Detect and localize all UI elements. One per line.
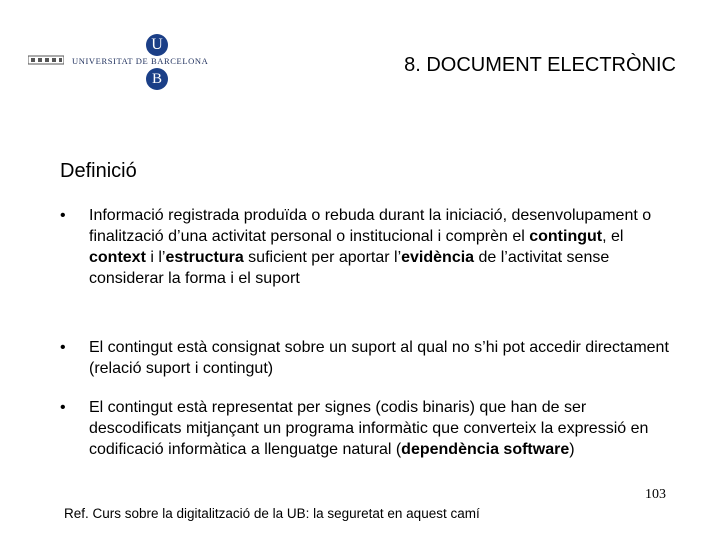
bullet-item-representation — [60, 397, 670, 460]
logo-emblem-icon — [28, 54, 64, 66]
bullet-item-support — [60, 337, 670, 379]
emphasis-context: context — [89, 249, 146, 266]
emphasis-contingut: contingut — [529, 228, 603, 245]
bullet-item-definition — [60, 205, 670, 289]
emphasis-evidencia: evidència — [401, 249, 475, 266]
slide-title: 8. DOCUMENT ELECTRÒNIC — [404, 54, 676, 76]
bullet-text: Informació registrada produïda o rebuda durant la iniciació, desenvolupament o finalització d’una activitat personal o institucional i comprèn el contingut, el context i l’estructura suficient per aportar l’evidència de l’activitat sense considerar la forma i el suport — [89, 207, 652, 287]
page-number: 103 — [645, 487, 666, 502]
bullet-text: El contingut està consignat sobre un suport al qual no s’hi pot accedir directament (relació suport i contingut) — [89, 339, 669, 377]
bullet-text: El contingut està representat per signes (codis binaris) que han de ser descodificats mitjançant un programa informàtic que converteix la expressió en codificació informàtica a llenguatge natural (dependència software) — [89, 399, 649, 458]
logo-letter-u: U — [146, 34, 168, 56]
bullet-icon: • — [60, 207, 66, 224]
bullet-icon: • — [60, 399, 66, 416]
emphasis-estructura: estructura — [165, 249, 244, 266]
university-logo — [28, 34, 209, 94]
logo-text: UNIVERSITAT DE BARCELONA — [72, 56, 209, 66]
bullet-icon: • — [60, 339, 66, 356]
emphasis-dependencia-software: dependència software — [401, 441, 570, 458]
section-heading: Definició — [60, 160, 137, 182]
logo-letter-b: B — [146, 68, 168, 90]
reference-note: Ref. Curs sobre la digitalització de la UB: la seguretat en aquest camí — [64, 506, 480, 521]
